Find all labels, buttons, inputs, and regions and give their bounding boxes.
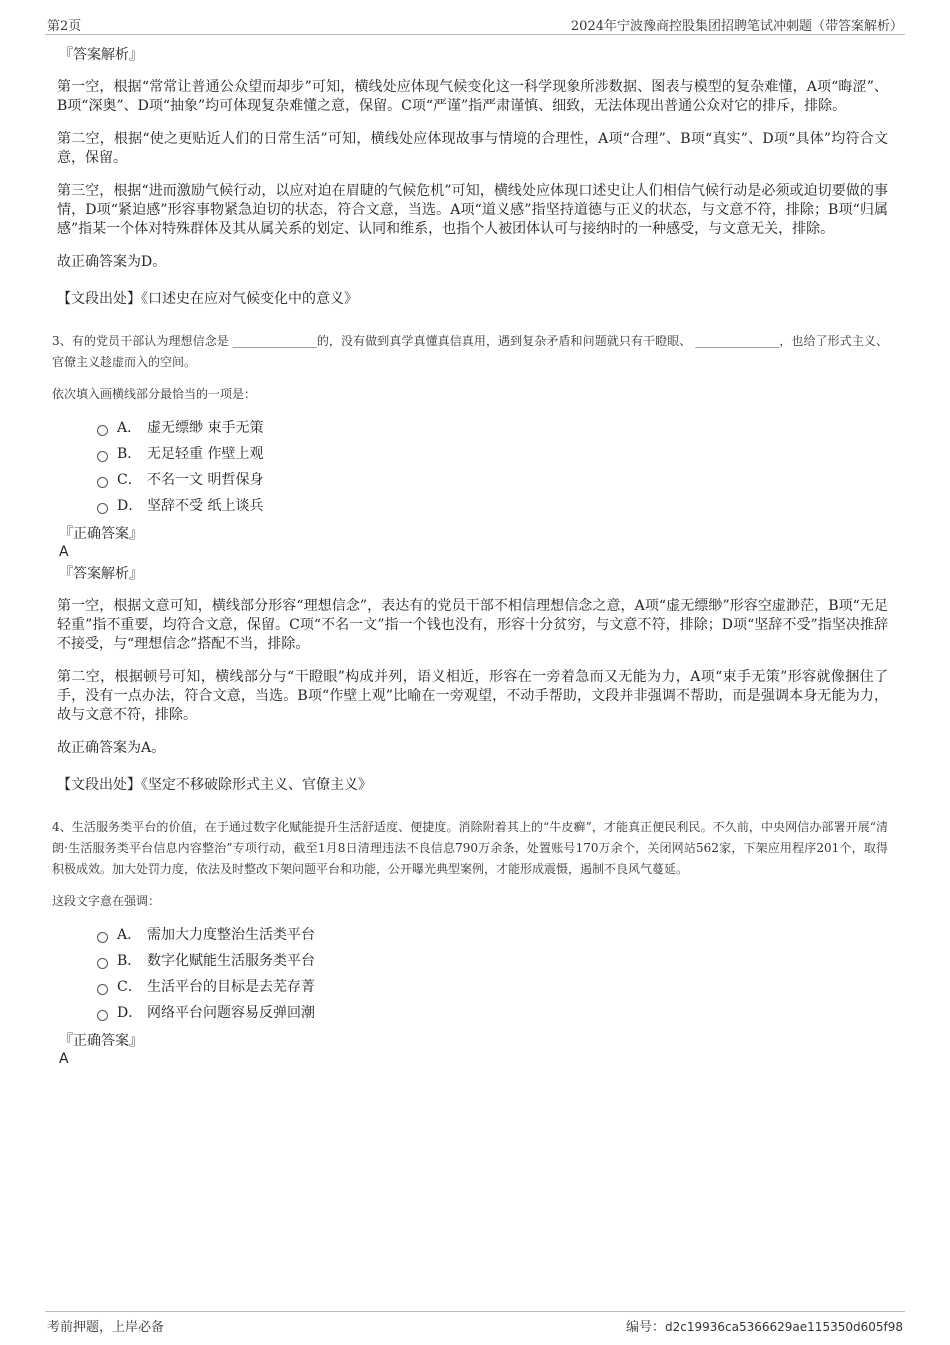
question-3-options	[97, 415, 888, 519]
option-text: 数字化赋能生活服务类平台	[147, 953, 315, 969]
option-c[interactable]	[97, 467, 888, 493]
option-letter: A．	[117, 420, 142, 436]
option-text: 不名一文 明哲保身	[147, 472, 264, 488]
option-b[interactable]	[97, 441, 888, 467]
correct-answer: A	[59, 1051, 69, 1067]
option-text: 需加大力度整治生活类平台	[147, 927, 315, 943]
analysis-paragraph: 第一空，根据“常常让普通公众望而却步”可知，横线处应体现气候变化这一科学现象所涉数据、图表与模型的复杂难懂，A项“晦涩”、B项“深奥”、D项“抽象”均可体现复杂难懂之意，保留。C项“严谨”指严肃谨慎、细致，无法体现出普通公众对它的排斥，排除。	[57, 79, 888, 114]
option-text: 无足轻重 作壁上观	[147, 446, 264, 462]
correct-answer: A	[59, 544, 69, 560]
correct-answer-label: 『正确答案』	[59, 526, 143, 542]
option-text: 生活平台的目标是去芜存菁	[147, 979, 315, 995]
code-label: 编号：	[626, 1320, 666, 1335]
page-content	[52, 46, 888, 1072]
option-a[interactable]	[97, 415, 888, 441]
analysis-label: 『答案解析』	[59, 47, 143, 63]
radio-button[interactable]	[97, 958, 108, 969]
analysis-paragraph: 第二空，根据“使之更贴近人们的日常生活”可知，横线处应体现故事与情境的合理性，A项“合理”、B项“真实”、D项“具体”均符合文意，保留。	[57, 131, 888, 166]
option-d[interactable]	[97, 493, 888, 519]
analysis-conclusion: 故正确答案为A。	[57, 740, 166, 756]
page-number: 第2页	[47, 19, 82, 34]
option-letter: C．	[117, 472, 142, 488]
analysis-paragraph: 第三空，根据“进而激励气候行动，以应对迫在眉睫的气候危机”可知，横线处应体现口述史让人们相信气候行动是必须或迫切要做的事情，D项“紧迫感”形容事物紧急迫切的状态，符合文意，当选。A项“道义感”指坚持道德与正义的状态，与文意不符，排除；B项“归属感”指某一个体对特殊群体及其从属关系的划定、认同和维系，也指个人被团体认可与接纳时的一种感受，与文意无关，排除。	[57, 183, 888, 237]
document-title: 2024年宁波豫商控股集团招聘笔试冲刺题（带答案解析）	[570, 19, 903, 34]
option-text: 网络平台问题容易反弹回潮	[147, 1005, 315, 1021]
analysis-label: 『答案解析』	[59, 566, 143, 582]
option-letter: B．	[117, 446, 142, 462]
radio-button[interactable]	[97, 932, 108, 943]
option-text: 坚辞不受 纸上谈兵	[147, 498, 264, 514]
option-letter: D．	[117, 1005, 143, 1021]
question-4-prompt: 这段文字意在强调：	[52, 894, 161, 908]
option-a[interactable]	[97, 922, 888, 948]
question-3-prompt: 依次填入画横线部分最恰当的一项是：	[52, 387, 257, 401]
correct-answer-label: 『正确答案』	[59, 1033, 143, 1049]
option-d[interactable]	[97, 1000, 888, 1026]
question-4-options	[97, 922, 888, 1026]
document-code	[626, 1316, 903, 1335]
page-header	[45, 14, 905, 35]
radio-button[interactable]	[97, 425, 108, 436]
radio-button[interactable]	[97, 477, 108, 488]
text-source: 【文段出处】《口述史在应对气候变化中的意义》	[57, 291, 358, 307]
option-letter: A．	[117, 927, 142, 943]
radio-button[interactable]	[97, 984, 108, 995]
radio-button[interactable]	[97, 451, 108, 462]
analysis-paragraph: 第二空，根据顿号可知，横线部分与“干瞪眼”构成并列，语义相近，形容在一旁着急而又无能为力，A项“束手无策”形容就像捆住了手，没有一点办法，符合文意，当选。B项“作壁上观”比喻在一旁观望，不动手帮助，文段并非强调不帮助，而是强调本身无能为力，故与文意不符，排除。	[57, 669, 888, 723]
option-letter: C．	[117, 979, 142, 995]
option-letter: B．	[117, 953, 142, 969]
option-letter: D．	[117, 498, 143, 514]
analysis-paragraph: 第一空，根据文意可知，横线部分形容“理想信念”，表达有的党员干部不相信理想信念之意，A项“虚无缥缈”形容空虚渺茫，B项“无足轻重”指不重要，均符合文意，保留。C项“不名一文”指一个钱也没有，形容十分贫穷，与文意不符，排除；D项“坚辞不受”指坚决推辞不接受，与“理想信念”搭配不当，排除。	[57, 598, 888, 652]
option-b[interactable]	[97, 948, 888, 974]
code-value: d2c19936ca5366629ae115350d605f98	[665, 1320, 903, 1334]
page-footer	[45, 1311, 905, 1336]
question-3-text: 3、有的党员干部认为理想信念是 ______________的，没有做到真学真懂真信真用，遇到复杂矛盾和问题就只有干瞪眼、 ______________，也给了形式主义、官僚主义趁虚而入的空间。	[52, 334, 888, 369]
analysis-conclusion: 故正确答案为D。	[57, 254, 167, 270]
radio-button[interactable]	[97, 1010, 108, 1021]
radio-button[interactable]	[97, 503, 108, 514]
question-4-text: 4、生活服务类平台的价值，在于通过数字化赋能提升生活舒适度、便捷度。消除附着其上的“牛皮癣”，才能真正便民利民。不久前，中央网信办部署开展“清朗·生活服务类平台信息内容整治”专项行动，截至1月8日清理违法不良信息790万余条，处置账号170万余个，关闭网站562家，下架应用程序201个，取得积极成效。加大处罚力度，依法及时整改下架问题平台和功能，公开曝光典型案例，才能形成震慑，遏制不良风气蔓延。	[52, 820, 888, 876]
option-c[interactable]	[97, 974, 888, 1000]
text-source: 【文段出处】《坚定不移破除形式主义、官僚主义》	[57, 777, 372, 793]
option-text: 虚无缥缈 束手无策	[147, 420, 264, 436]
footer-slogan: 考前押题，上岸必备	[47, 1320, 165, 1335]
